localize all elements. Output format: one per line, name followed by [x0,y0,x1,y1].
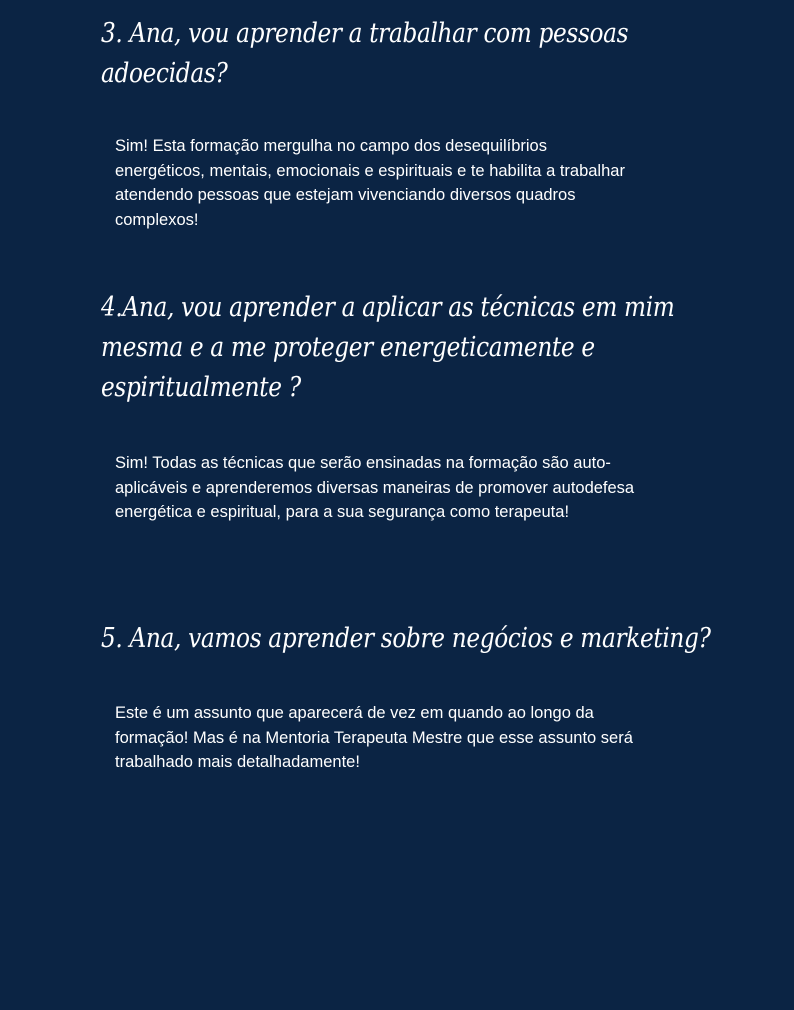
faq-answer-line: complexos! [115,210,199,229]
faq-answer-line: Sim! Todas as técnicas que serão ensinadas na formação são auto- [115,454,611,472]
faq-question-line: 5. Ana, vamos aprender sobre negócios e marketing? [101,623,711,654]
faq-question-5 [101,619,711,659]
faq-question-line: mesma e a me proteger energeticamente e [101,332,595,363]
faq-answer-3 [115,134,745,232]
faq-answer-5 [115,701,745,775]
faq-answer-line: energéticos, mentais, emocionais e espirituais e te habilita a trabalhar [115,161,625,180]
faq-question-3 [101,14,694,94]
faq-answer-line: energética e espiritual, para a sua segurança como terapeuta! [115,503,570,521]
faq-answer-line: aplicáveis e aprenderemos diversas maneiras de promover autodefesa [115,478,635,497]
faq-answer-line: trabalhado mais detalhadamente! [115,753,360,771]
faq-question-line: 4.Ana, vou aprender a aplicar as técnicas em mim [101,292,675,323]
faq-question-line: espiritualmente ? [101,372,301,403]
faq-answer-4 [115,451,745,525]
faq-answer-line: Sim! Esta formação mergulha no campo dos desequilíbrios [115,137,547,155]
faq-question-line: adoecidas? [101,58,228,89]
faq-answer-line: atendendo pessoas que estejam vivenciando diversos quadros [115,186,576,204]
faq-question-4 [101,288,694,408]
faq-answer-line: Este é um assunto que aparecerá de vez em quando ao longo da [115,704,594,722]
faq-answer-line: formação! Mas é na Mentoria Terapeuta Mestre que esse assunto será [115,728,633,747]
faq-question-line: 3. Ana, vou aprender a trabalhar com pessoas [101,18,629,49]
